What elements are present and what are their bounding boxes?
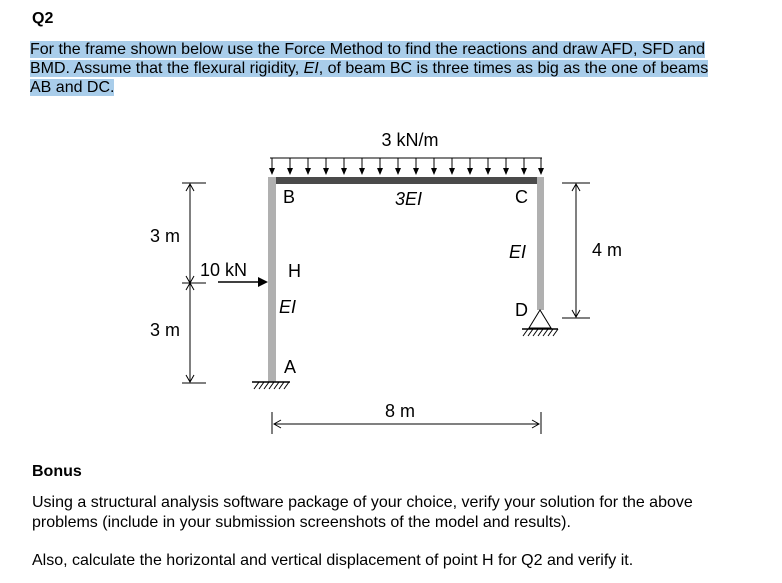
problem-line-1: For the frame shown below use the Force Method to find the reactions and draw AFD, SFD and [30,41,706,58]
node-d: D [515,300,528,320]
bonus-text: Using a structural analysis software package of your choice, verify your solution for the above problems (include in your submission screenshots of the model and results). [32,494,693,531]
load-label: 3 kN/m [381,130,439,150]
problem-line-3: AB and DC. [30,79,115,96]
node-b: B [283,187,296,207]
node-c: C [515,187,528,207]
question-label: Q2 [32,10,54,27]
dim-bottom: 8 m [385,401,416,421]
right-column-rigidity-label: EI [509,242,527,262]
bonus-title: Bonus [32,463,82,480]
column-ab [268,177,276,382]
left-column-rigidity-label: EI [279,297,297,317]
node-h: H [288,261,301,281]
column-dc [537,177,544,310]
problem-line-2: BMD. Assume that the flexural rigidity, EI, of beam BC is three times as big as the one of beams [30,60,709,77]
distributed-load [269,158,544,175]
force-label: 10 kN [200,260,248,280]
also-text: Also, calculate the horizontal and vertical displacement of point H for Q2 and verify it. [32,552,634,569]
beam-rigidity-label: 3EI [395,189,423,209]
dim-left-upper: 3 m [150,226,181,246]
node-a: A [284,357,297,377]
left-dimension [182,183,206,383]
right-dimension [562,183,590,318]
fixed-support-a [252,382,290,389]
beam-bc [268,177,544,184]
dim-left-lower: 3 m [150,320,181,340]
dim-right: 4 m [592,240,623,260]
